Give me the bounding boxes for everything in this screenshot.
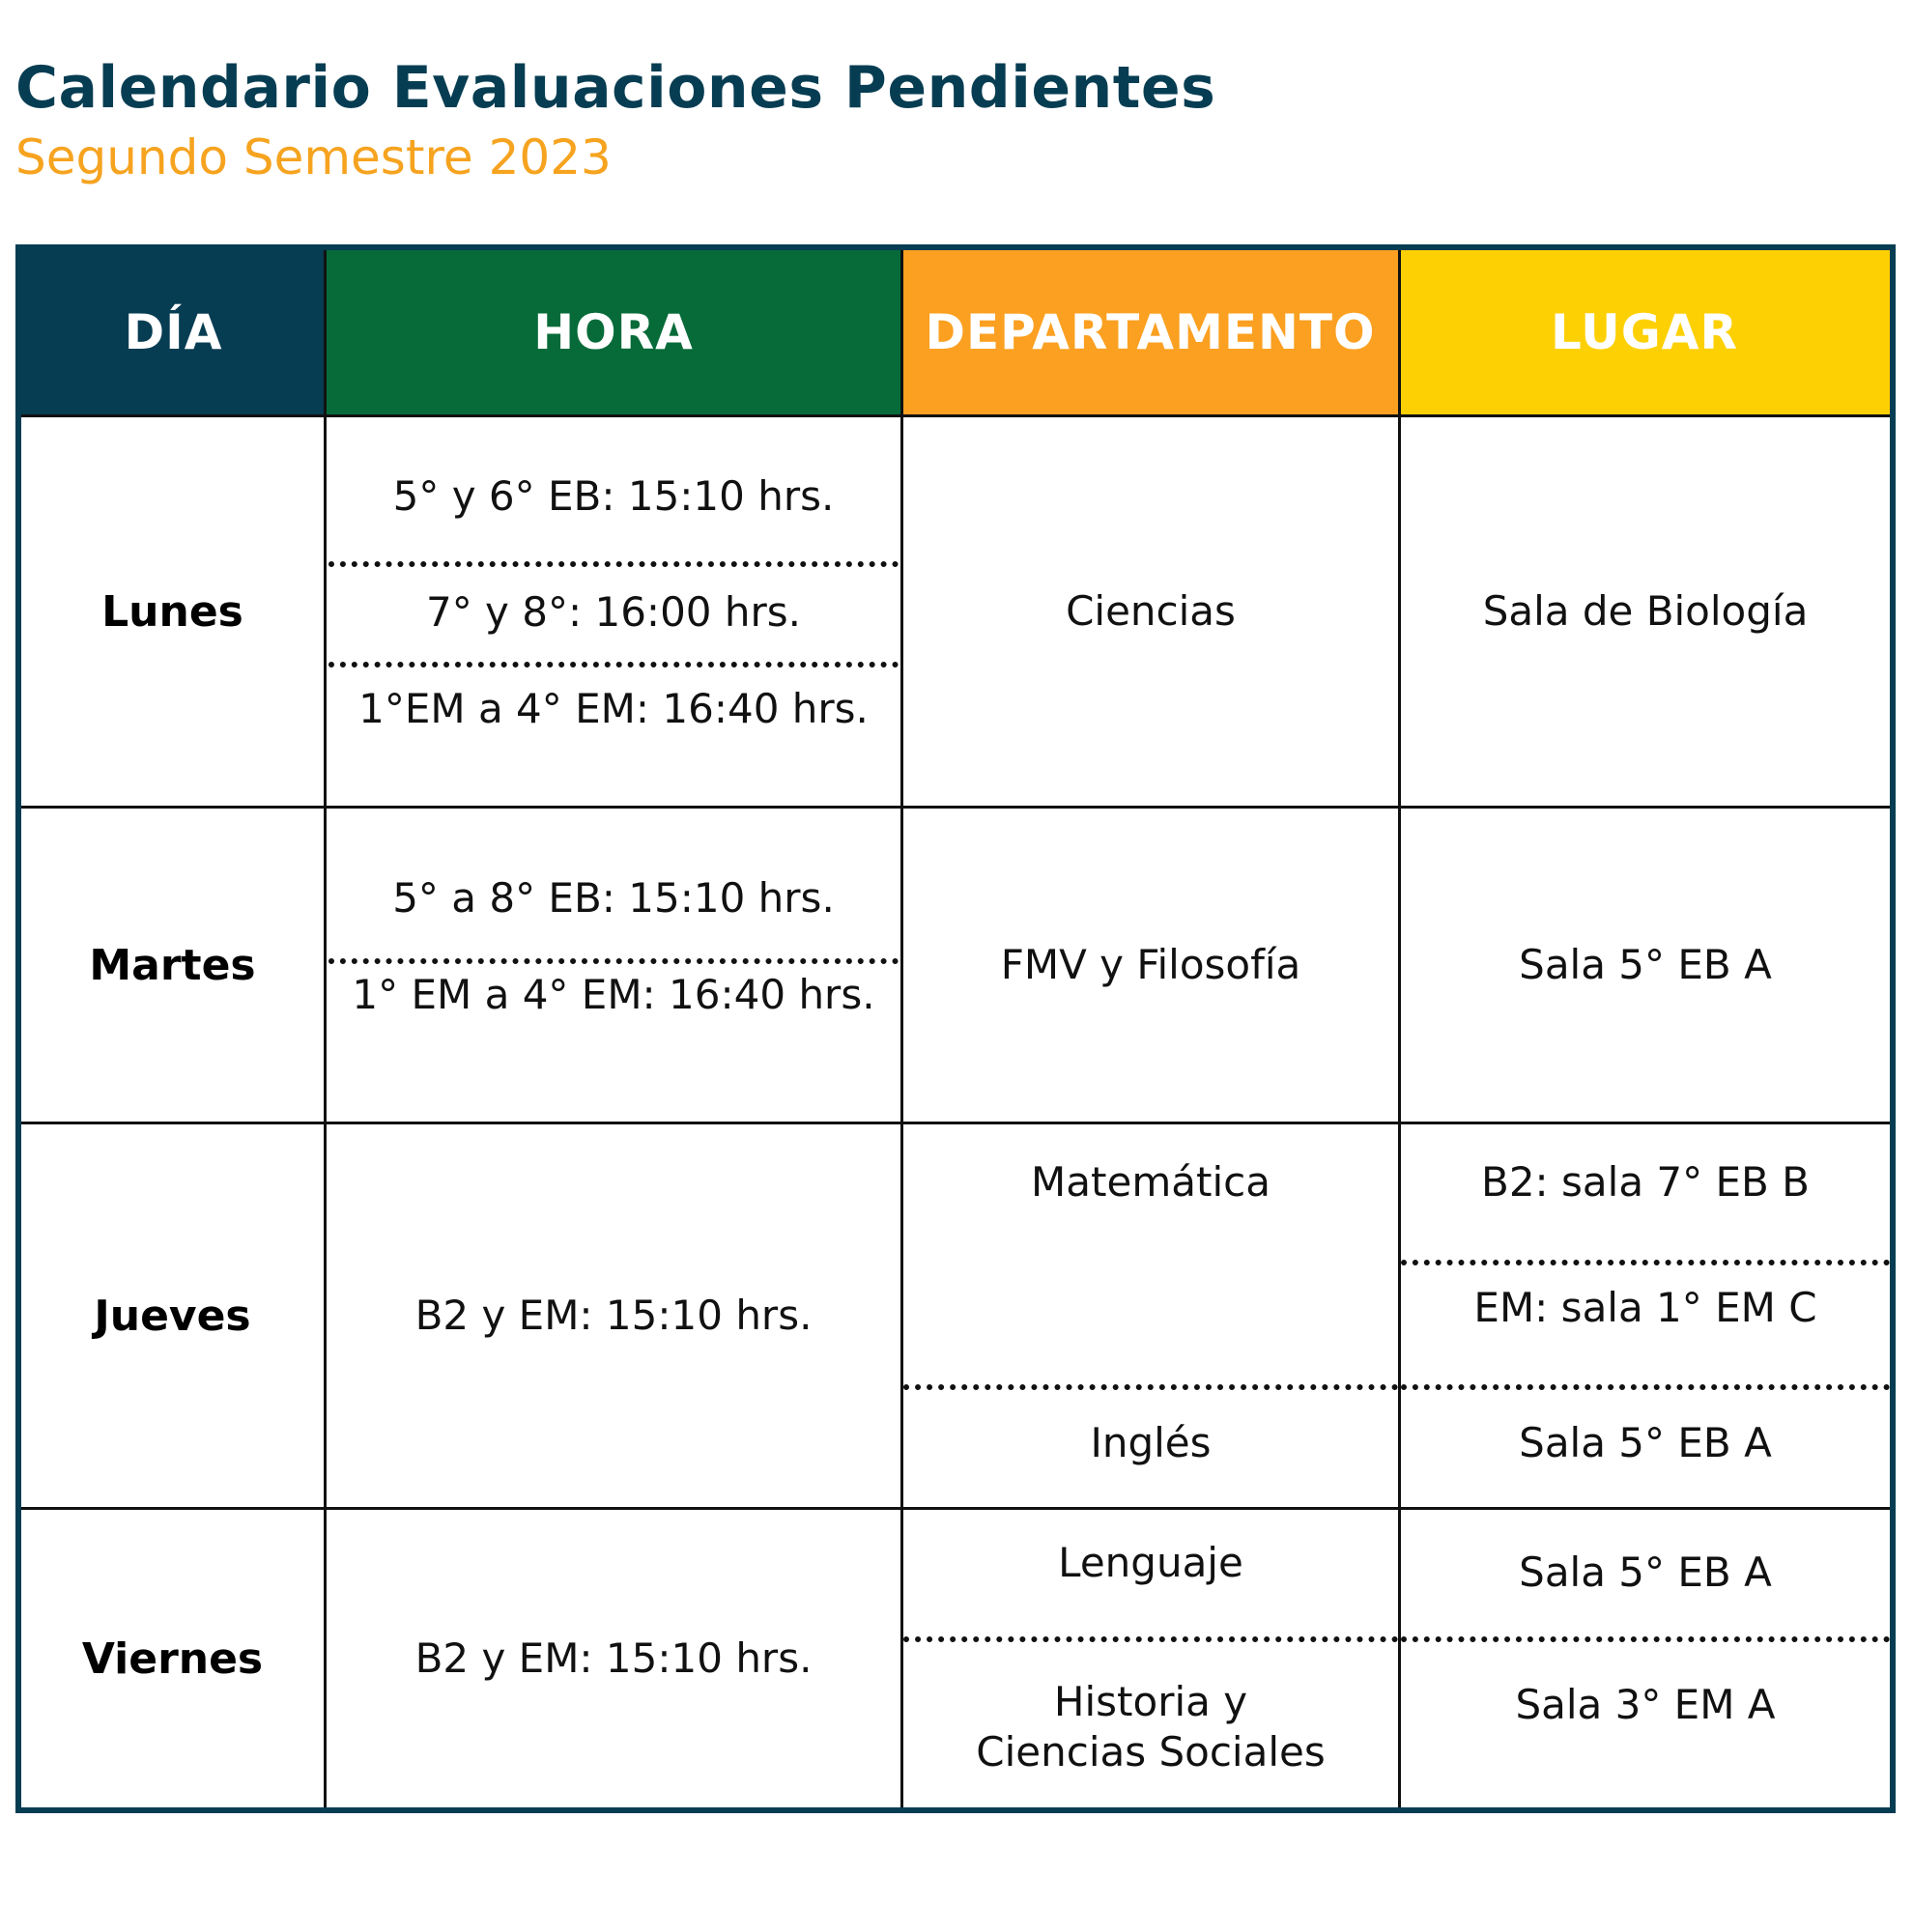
place-cell: Sala 3° EM A bbox=[1515, 1680, 1776, 1728]
place-cell: Sala de Biología bbox=[1482, 586, 1809, 635]
hour-slot: 5° y 6° EB: 15:10 hrs. bbox=[392, 471, 835, 520]
hour-slot: 7° y 8°: 16:00 hrs. bbox=[425, 587, 801, 636]
hour-slot: B2 y EM: 15:10 hrs. bbox=[414, 1634, 813, 1682]
place-cell: Sala 5° EB A bbox=[1519, 1548, 1772, 1596]
department-cell: Lenguaje bbox=[1058, 1538, 1243, 1586]
header-departamento: DEPARTAMENTO bbox=[901, 250, 1399, 414]
dotted-divider bbox=[903, 1636, 1398, 1642]
table-row-day: Martes bbox=[89, 940, 256, 990]
hour-slot: 1°EM a 4° EM: 16:40 hrs. bbox=[358, 684, 869, 732]
place-cell: EM: sala 1° EM C bbox=[1473, 1283, 1817, 1331]
department-cell: FMV y Filosofía bbox=[1000, 940, 1301, 988]
department-cell: Matemática bbox=[1031, 1157, 1271, 1206]
dotted-divider bbox=[1401, 1260, 1890, 1265]
dotted-divider bbox=[1401, 1384, 1890, 1390]
schedule-table bbox=[15, 244, 1896, 1813]
table-row-day: Viernes bbox=[81, 1634, 264, 1684]
header-hora: HORA bbox=[326, 250, 901, 414]
dotted-divider bbox=[328, 662, 899, 668]
dotted-divider bbox=[1401, 1636, 1890, 1642]
page-subtitle: Segundo Semestre 2023 bbox=[15, 129, 612, 185]
hour-slot: B2 y EM: 15:10 hrs. bbox=[414, 1291, 813, 1339]
header-dia: DÍA bbox=[21, 250, 326, 414]
department-cell: Historia y Ciencias Sociales bbox=[976, 1677, 1326, 1776]
table-row-day: Jueves bbox=[94, 1291, 251, 1341]
place-cell: B2: sala 7° EB B bbox=[1481, 1157, 1810, 1206]
dotted-divider bbox=[903, 1384, 1398, 1390]
place-cell: Sala 5° EB A bbox=[1519, 1418, 1772, 1466]
page-title: Calendario Evaluaciones Pendientes bbox=[15, 54, 1216, 122]
hour-slot: 5° a 8° EB: 15:10 hrs. bbox=[392, 873, 835, 922]
dotted-divider bbox=[328, 561, 899, 567]
table-row-day: Lunes bbox=[101, 586, 243, 637]
header-lugar: LUGAR bbox=[1399, 250, 1890, 414]
department-cell: Ciencias bbox=[1066, 586, 1236, 635]
department-cell: Inglés bbox=[1090, 1418, 1212, 1466]
hour-slot: 1° EM a 4° EM: 16:40 hrs. bbox=[352, 970, 875, 1018]
place-cell: Sala 5° EB A bbox=[1519, 940, 1772, 988]
